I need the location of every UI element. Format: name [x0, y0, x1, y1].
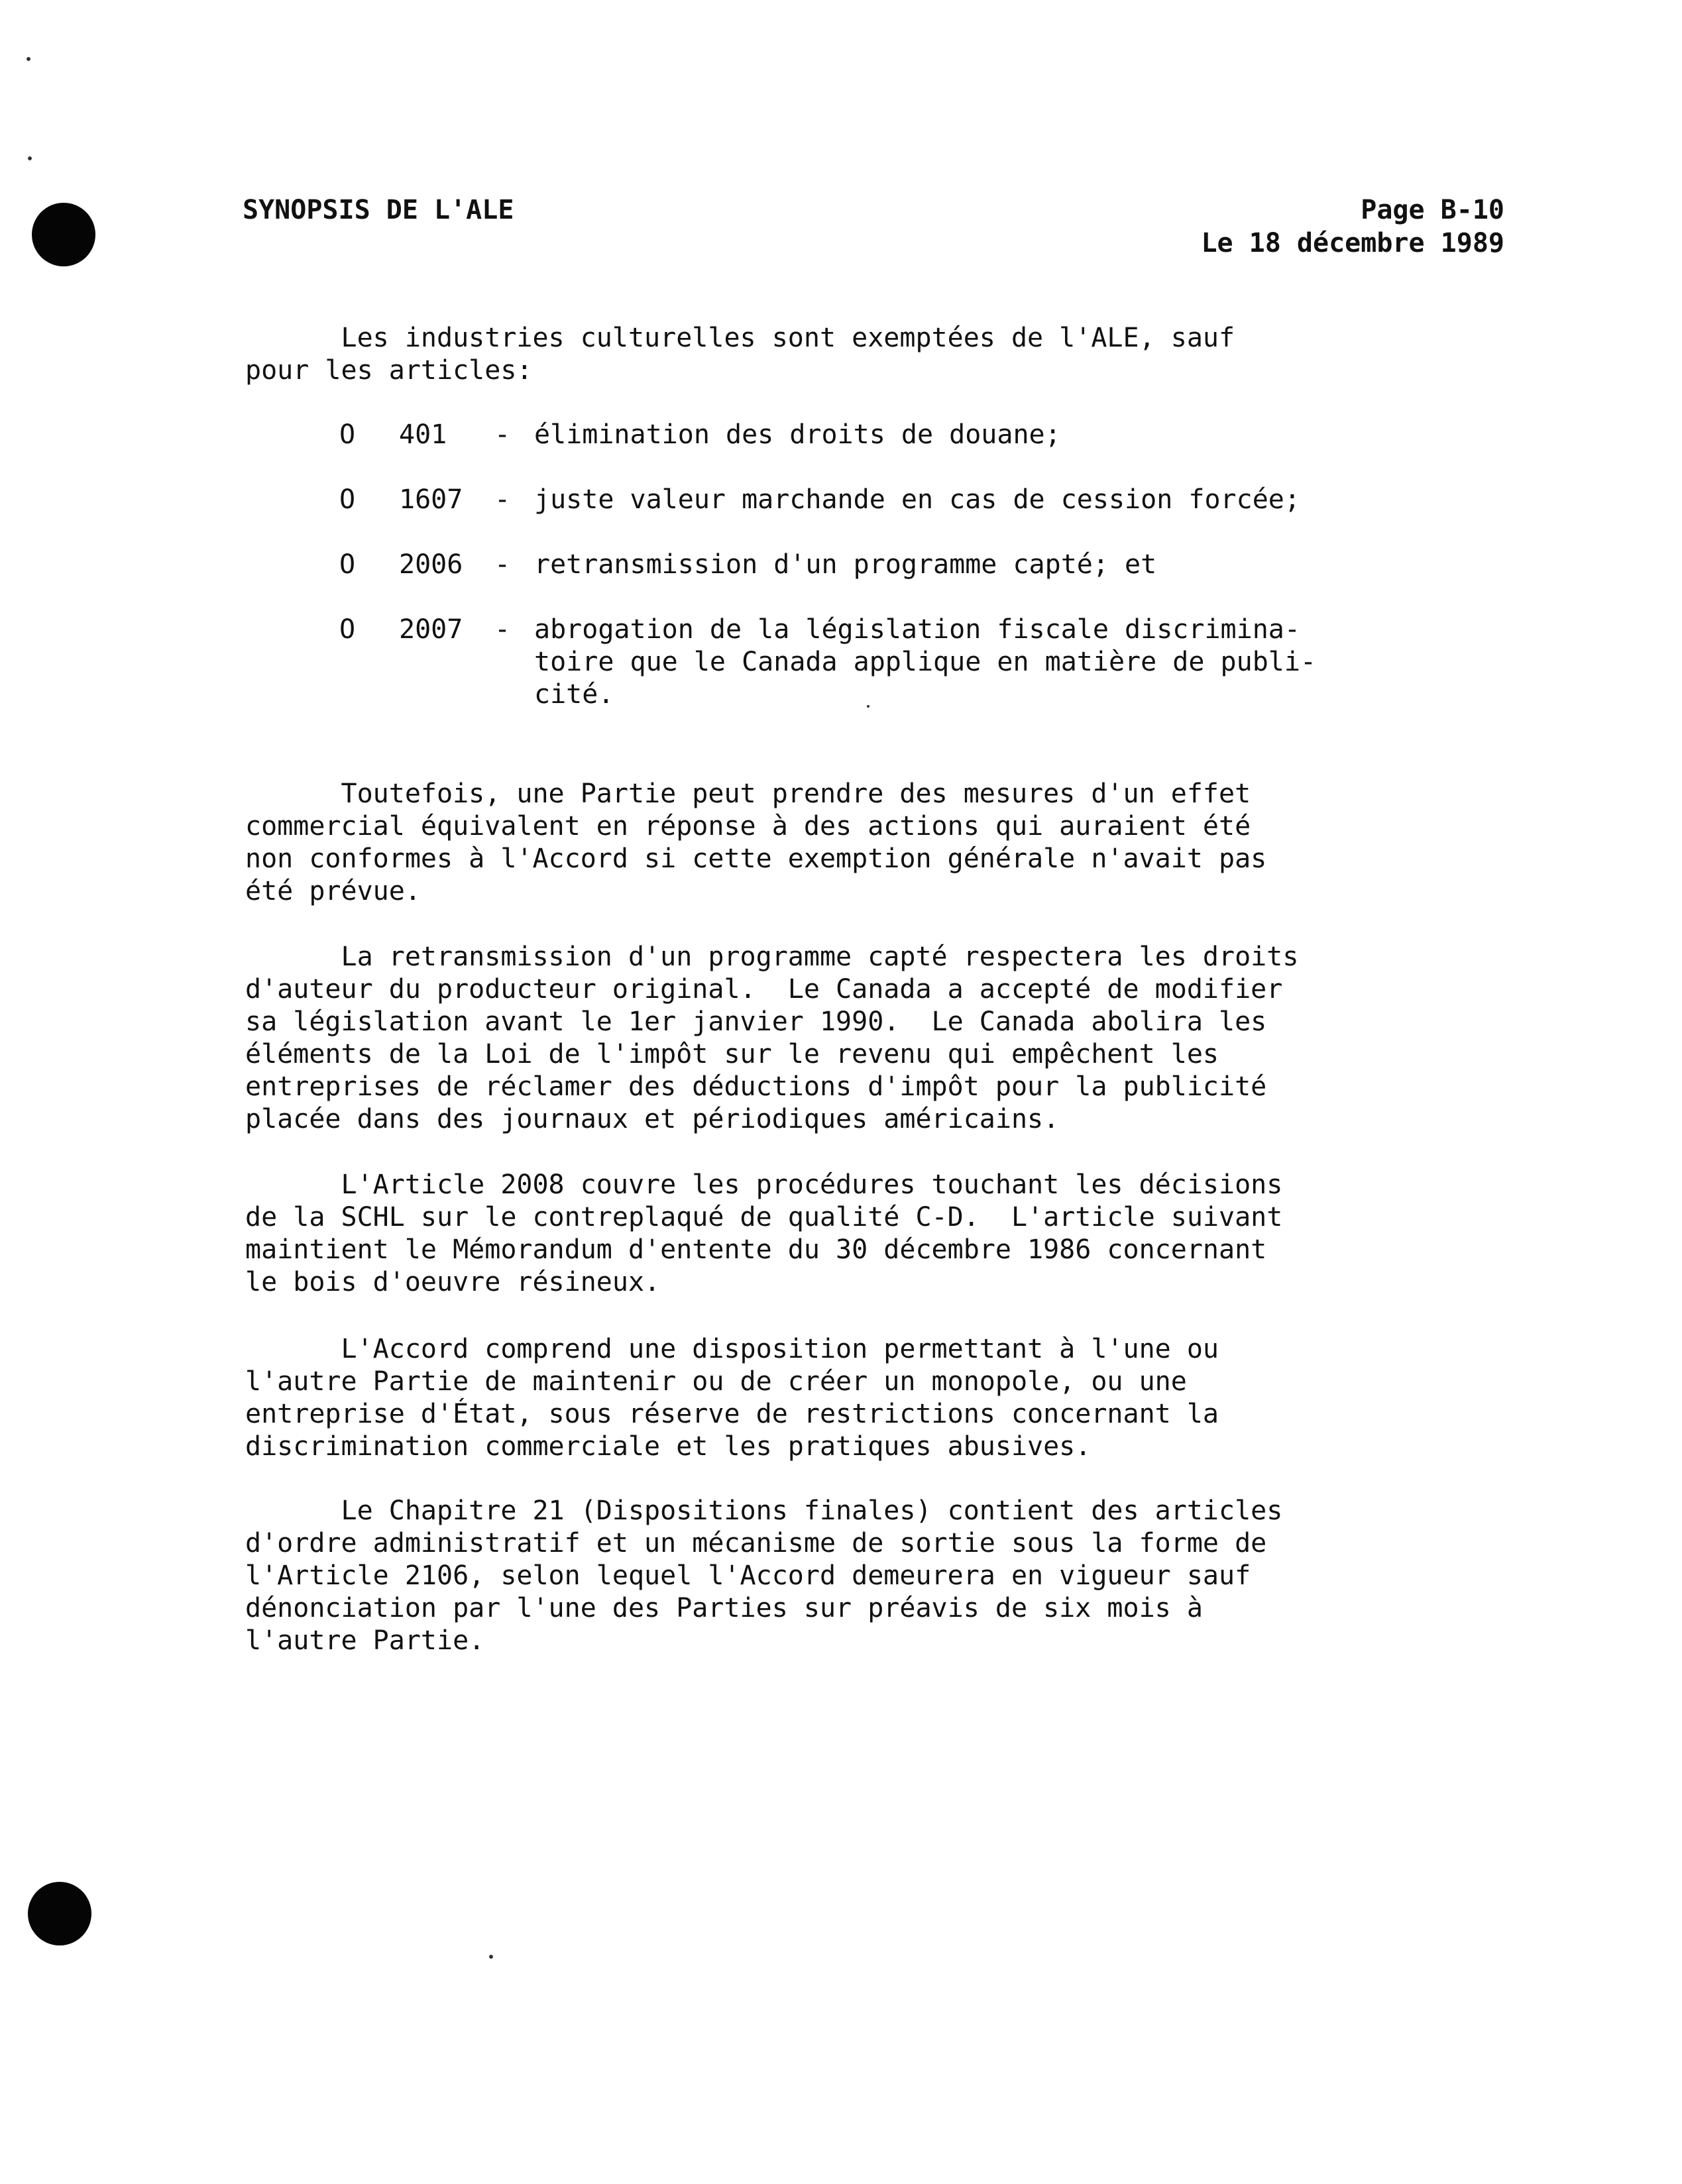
article-description: élimination des droits de douane;: [534, 419, 1061, 450]
bullet-icon: O: [339, 484, 356, 515]
scan-speck: [28, 156, 32, 160]
article-description: juste valeur marchande en cas de cession forcée;: [534, 484, 1300, 515]
paragraph-retransmission: La retransmission d'un programme capté respectera les droits d'auteur du producteur original. Le Canada a accepté de modifier sa législation avant le 1er janvier 1990. Le Canada abolira les éléments de la Loi de l'impôt sur le revenu qui empêchent les entreprises de réclamer des déductions d'impôt pour la publicité placée dans des journaux et périodiques américains.: [245, 942, 1299, 1134]
bullet-icon: O: [339, 549, 356, 580]
article-dash: -: [494, 614, 511, 645]
article-description: abrogation de la législation fiscale discrimina- toire que le Canada applique en matière de publi- cité.: [534, 614, 1317, 710]
document-title: SYNOPSIS DE L'ALE: [243, 195, 514, 225]
paragraph-chapitre-21: Le Chapitre 21 (Dispositions finales) contient des articles d'ordre administratif et un mécanisme de sortie sous la forme de l'Article 2106, selon lequel l'Accord demeurera en vigueur sauf dénonciation par l'une des Parties sur préavis de six mois à l'autre Partie.: [245, 1496, 1283, 1656]
list-item: [339, 549, 1519, 581]
bullet-icon: O: [339, 614, 356, 645]
article-dash: -: [494, 484, 511, 515]
article-number: 401: [399, 419, 447, 450]
punch-hole-top: [32, 203, 95, 266]
article-dash: -: [494, 419, 511, 450]
list-item: [339, 419, 1519, 451]
scan-speck: [489, 1955, 493, 1959]
article-number: 1607: [399, 484, 463, 515]
paragraph-toutefois: Toutefois, une Partie peut prendre des mesures d'un effet commercial équivalent en réponse à des actions qui auraient été non conformes à l'Accord si cette exemption générale n'avait pas été prévue.: [245, 779, 1267, 906]
document-date: Le 18 décembre 1989: [1201, 228, 1504, 258]
page-number: Page B-10: [1361, 195, 1504, 225]
scan-speck: [27, 57, 30, 61]
articles-list: [339, 419, 1519, 743]
list-item: [339, 484, 1519, 516]
bullet-icon: O: [339, 419, 356, 450]
punch-hole-bottom: [28, 1882, 91, 1945]
paragraph-monopole: L'Accord comprend une disposition permettant à l'une ou l'autre Partie de maintenir ou de créer un monopole, ou une entreprise d'État, sous réserve de restrictions concernant la discrimination commerciale et les pratiques abusives.: [245, 1334, 1219, 1462]
article-number: 2006: [399, 549, 463, 580]
article-description: retransmission d'un programme capté; et: [534, 549, 1157, 580]
list-item: [339, 614, 1519, 711]
page-header-right: [1201, 193, 1504, 260]
intro-paragraph: Les industries culturelles sont exemptées de l'ALE, sauf pour les articles:: [245, 323, 1235, 386]
article-dash: -: [494, 549, 511, 580]
article-number: 2007: [399, 614, 463, 645]
paragraph-article-2008: L'Article 2008 couvre les procédures touchant les décisions de la SCHL sur le contreplaqué de qualité C-D. L'article suivant maintient le Mémorandum d'entente du 30 décembre 1986 concernant le bois d'oeuvre résineux.: [245, 1170, 1283, 1297]
